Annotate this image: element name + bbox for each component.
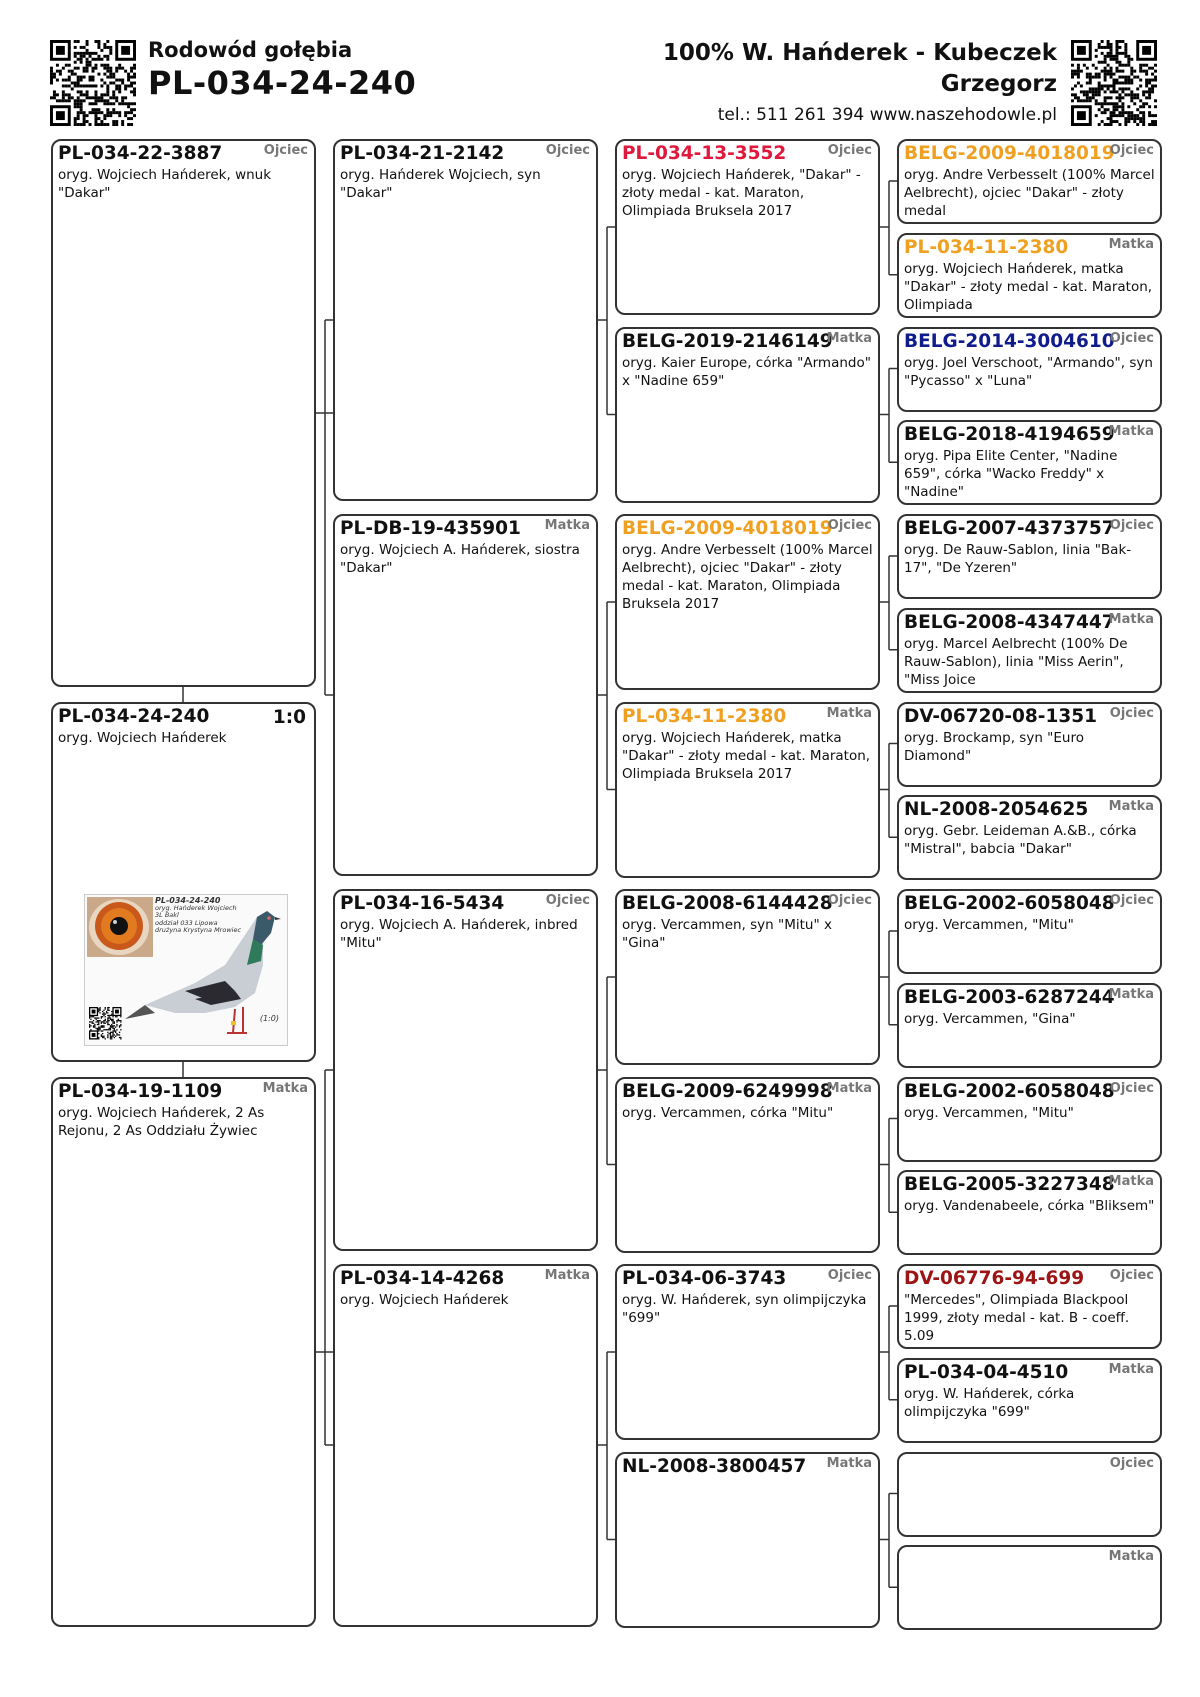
- ancestor-ring: BELG-2008-6144428: [622, 893, 833, 914]
- subject-info: oryg. Wojciech Hańderek: [58, 730, 227, 746]
- gen3-card[interactable]: [615, 702, 880, 878]
- qr-code-right: [1071, 40, 1157, 126]
- gen4-card[interactable]: [897, 889, 1162, 974]
- ancestor-info: oryg. Pipa Elite Center, "Nadine 659", córka "Wacko Freddy" x "Nadine": [904, 448, 1118, 500]
- sex-label: Ojciec: [1109, 1456, 1154, 1471]
- photo-caption-line: 3L Bakl: [155, 911, 179, 919]
- ancestor-info: oryg. Wojciech Hańderek, "Dakar" - złoty medal - kat. Maraton, Olimpiada Bruksela 2017: [622, 167, 861, 219]
- qr-pattern: [50, 40, 136, 126]
- ancestor-ring: BELG-2014-3004610: [904, 331, 1115, 352]
- sex-label: Matka: [826, 331, 872, 346]
- ancestor-info: oryg. Andre Verbesselt (100% Marcel Aelbrecht), ojciec "Dakar" - złoty medal: [904, 167, 1155, 219]
- sex-label: Ojciec: [545, 143, 590, 158]
- photo-caption-line: oddział 033 Lipowa: [155, 918, 218, 927]
- gen4-card[interactable]: [897, 514, 1162, 599]
- sex-label: Matka: [1108, 237, 1154, 252]
- sire-ring: PL-034-22-3887: [58, 143, 223, 164]
- gen3-card[interactable]: [615, 139, 880, 315]
- ancestor-info: oryg. W. Hańderek, córka olimpijczyka "699": [904, 1386, 1075, 1420]
- ancestor-info: oryg. Wojciech Hańderek, matka "Dakar" - złoty medal - kat. Maraton, Olimpiada Bruksela 2017: [622, 730, 871, 782]
- sire-sex-label: Ojciec: [263, 143, 308, 158]
- ancestor-info: oryg. W. Hańderek, syn olimpijczyka "699": [622, 1292, 867, 1326]
- sex-label: Ojciec: [827, 1268, 872, 1283]
- sex-label: Matka: [1108, 987, 1154, 1002]
- ancestor-info: oryg. Hańderek Wojciech, syn "Dakar": [340, 167, 541, 201]
- ancestor-ring: PL-034-06-3743: [622, 1268, 787, 1289]
- photo-qr-icon: [89, 1007, 122, 1040]
- gen4-card[interactable]: [897, 1545, 1162, 1630]
- gen4-card[interactable]: [897, 233, 1162, 318]
- subject-ring: PL-034-24-240: [58, 706, 210, 727]
- sex-label: Matka: [1108, 424, 1154, 439]
- ancestor-ring: NL-2008-3800457: [622, 1456, 807, 1477]
- gen3-card[interactable]: [615, 1077, 880, 1253]
- ancestor-ring: NL-2008-2054625: [904, 799, 1089, 820]
- ancestor-ring: BELG-2007-4373757: [904, 518, 1115, 539]
- gen4-card[interactable]: [897, 1170, 1162, 1255]
- owner-name-line1: 100% W. Hańderek - Kubeczek: [662, 40, 1057, 66]
- gen2-card[interactable]: [333, 514, 598, 876]
- ancestor-info: "Mercedes", Olimpiada Blackpool 1999, złoty medal - kat. B - coeff. 5.09: [904, 1292, 1130, 1344]
- gen4-card[interactable]: [897, 795, 1162, 880]
- ancestor-info: oryg. Vercammen, "Mitu": [904, 1105, 1074, 1121]
- gen2-card[interactable]: [333, 889, 598, 1251]
- gen3-card[interactable]: [615, 514, 880, 690]
- sire-card[interactable]: [51, 139, 316, 687]
- subject-score: 1:0: [272, 707, 306, 728]
- gen3-card[interactable]: [615, 1452, 880, 1628]
- ancestor-ring: BELG-2002-6058048: [904, 1081, 1115, 1102]
- gen4-card[interactable]: [897, 420, 1162, 505]
- ancestor-ring: BELG-2018-4194659: [904, 424, 1115, 445]
- ancestor-info: oryg. Vercammen, córka "Mitu": [622, 1105, 834, 1121]
- ancestor-ring: BELG-2008-4347447: [904, 612, 1115, 633]
- pedigree-ring: PL-034-24-240: [148, 64, 417, 102]
- pigeon-photo: [84, 894, 288, 1046]
- ancestor-ring: PL-034-11-2380: [904, 237, 1069, 258]
- ancestor-ring: BELG-2009-4018019: [622, 518, 833, 539]
- gen4-card[interactable]: [897, 983, 1162, 1068]
- gen4-card[interactable]: [897, 1452, 1162, 1537]
- ancestor-info: oryg. Vercammen, syn "Mitu" x "Gina": [622, 917, 832, 951]
- dam-card[interactable]: [51, 1077, 316, 1627]
- sex-label: Ojciec: [1109, 143, 1154, 158]
- sex-label: Ojciec: [545, 893, 590, 908]
- sex-label: Matka: [826, 1081, 872, 1096]
- owner-name-line2: Grzegorz: [940, 71, 1057, 97]
- ancestor-ring: BELG-2003-6287244: [904, 987, 1115, 1008]
- ancestor-info: oryg. Vandenabeele, córka "Bliksem": [904, 1198, 1155, 1214]
- ancestor-info: oryg. Wojciech A. Hańderek, inbred "Mitu": [340, 917, 578, 951]
- sex-label: Matka: [1108, 799, 1154, 814]
- ancestor-info: oryg. Joel Verschoot, "Armando", syn "Pycasso" x "Luna": [904, 355, 1153, 389]
- gen4-card[interactable]: [897, 327, 1162, 412]
- sex-label: Matka: [544, 518, 590, 533]
- gen2-card[interactable]: [333, 1264, 598, 1627]
- ancestor-ring: BELG-2009-4018019: [904, 143, 1115, 164]
- ancestor-ring: PL-DB-19-435901: [340, 518, 521, 539]
- gen3-card[interactable]: [615, 889, 880, 1065]
- sire-info: oryg. Wojciech Hańderek, wnuk "Dakar": [58, 167, 272, 201]
- sex-label: Matka: [1108, 1549, 1154, 1564]
- pedigree-title: Rodowód gołębia: [148, 38, 353, 62]
- qr-pattern: [1071, 40, 1157, 126]
- ancestor-info: oryg. Vercammen, "Gina": [904, 1011, 1076, 1027]
- gen2-card[interactable]: [333, 139, 598, 501]
- sex-label: Ojciec: [827, 518, 872, 533]
- ancestor-ring: PL-034-21-2142: [340, 143, 505, 164]
- owner-contact: tel.: 511 261 394 www.naszehodowle.pl: [717, 105, 1057, 125]
- qr-code-left: [50, 40, 136, 126]
- eye-image: [87, 897, 153, 957]
- photo-caption-line: drużyna Krystyna Mrowiec: [155, 926, 242, 934]
- ancestor-ring: PL-034-13-3552: [622, 143, 787, 164]
- photo-caption-line: oryg. Hańderek Wojciech: [155, 903, 237, 912]
- ancestor-info: oryg. Gebr. Leideman A.&B., córka "Mistral", babcia "Dakar": [904, 823, 1137, 857]
- photo-caption-ring: PL-034-24-240: [155, 896, 221, 905]
- photo-caption-score: (1:0): [259, 1014, 279, 1023]
- sex-label: Ojciec: [1109, 706, 1154, 721]
- ancestor-info: oryg. Vercammen, "Mitu": [904, 917, 1074, 933]
- ancestor-info: oryg. Wojciech A. Hańderek, siostra "Dakar": [340, 542, 580, 576]
- ancestor-ring: DV-06776-94-699: [904, 1268, 1085, 1289]
- ancestor-ring: PL-034-14-4268: [340, 1268, 505, 1289]
- ancestor-info: oryg. Brockamp, syn "Euro Diamond": [904, 730, 1084, 764]
- ancestor-info: oryg. Marcel Aelbrecht (100% De Rauw-Sablon), linia "Miss Aerin", "Miss Joice: [904, 636, 1128, 688]
- gen3-card[interactable]: [615, 327, 880, 503]
- sex-label: Ojciec: [1109, 518, 1154, 533]
- ancestor-info: oryg. De Rauw-Sablon, linia "Bak-17", "De Yzeren": [904, 542, 1132, 576]
- sex-label: Matka: [544, 1268, 590, 1283]
- sex-label: Ojciec: [1109, 1268, 1154, 1283]
- ancestor-info: oryg. Wojciech Hańderek, matka "Dakar" - złoty medal - kat. Maraton, Olimpiada: [904, 261, 1153, 313]
- sex-label: Ojciec: [1109, 893, 1154, 908]
- sex-label: Matka: [1108, 612, 1154, 627]
- sex-label: Matka: [1108, 1174, 1154, 1189]
- gen4-card[interactable]: [897, 702, 1162, 787]
- ancestor-ring: BELG-2009-6249998: [622, 1081, 833, 1102]
- ancestor-ring: BELG-2005-3227348: [904, 1174, 1115, 1195]
- ancestor-info: oryg. Andre Verbesselt (100% Marcel Aelbrecht), ojciec "Dakar" - złoty medal - kat. Maraton, Olimpiada Bruksela 2017: [622, 542, 873, 612]
- sex-label: Matka: [826, 706, 872, 721]
- dam-info: oryg. Wojciech Hańderek, 2 As Rejonu, 2 As Oddziału Żywiec: [58, 1105, 265, 1139]
- dam-sex-label: Matka: [262, 1081, 308, 1096]
- ancestor-ring: PL-034-16-5434: [340, 893, 505, 914]
- owner-block: [663, 38, 1057, 128]
- gen4-card[interactable]: [897, 1077, 1162, 1162]
- ancestor-ring: DV-06720-08-1351: [904, 706, 1097, 727]
- ancestor-ring: BELG-2002-6058048: [904, 893, 1115, 914]
- ancestor-info: oryg. Kaier Europe, córka "Armando" x "Nadine 659": [622, 355, 871, 389]
- gen4-card[interactable]: [897, 1358, 1162, 1443]
- sex-label: Ojciec: [1109, 1081, 1154, 1096]
- sex-label: Matka: [1108, 1362, 1154, 1377]
- ancestor-ring: PL-034-04-4510: [904, 1362, 1069, 1383]
- ancestor-info: oryg. Wojciech Hańderek: [340, 1292, 509, 1308]
- sex-label: Ojciec: [1109, 331, 1154, 346]
- ancestor-ring: PL-034-11-2380: [622, 706, 787, 727]
- sex-label: Matka: [826, 1456, 872, 1471]
- gen3-card[interactable]: [615, 1264, 880, 1440]
- gen4-card[interactable]: [897, 139, 1162, 224]
- gen4-card[interactable]: [897, 608, 1162, 693]
- dam-ring: PL-034-19-1109: [58, 1081, 223, 1102]
- sex-label: Ojciec: [827, 143, 872, 158]
- gen4-card[interactable]: [897, 1264, 1162, 1349]
- photo-caption: [155, 897, 241, 935]
- ancestor-ring: BELG-2019-2146149: [622, 331, 833, 352]
- sex-label: Ojciec: [827, 893, 872, 908]
